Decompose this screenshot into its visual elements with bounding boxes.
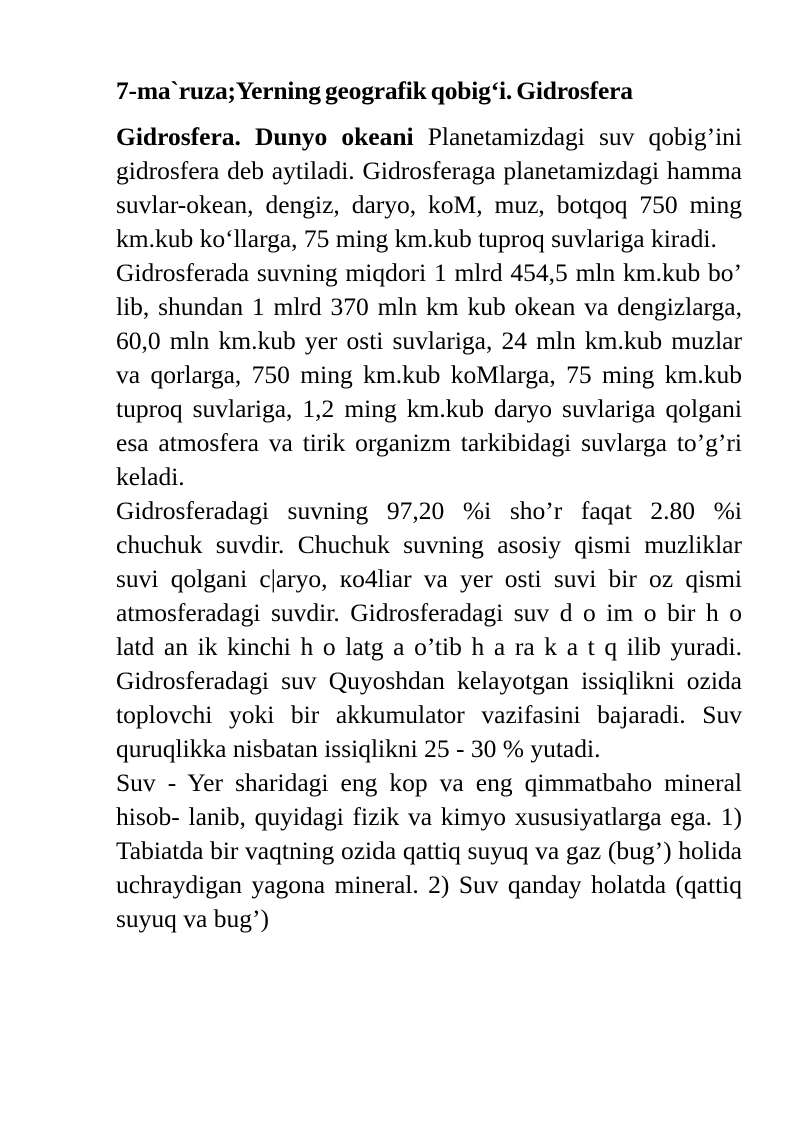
paragraph-water-properties: Suv - Yer sharidagi eng kop va eng qimmatbaho mineral hisob- lanib, quyidagi fizik va kimyo xususiyatlarga ega. 1) Tabiatda bir vaqtning ozida qattiq suyuq va gaz (bug’) holida uchraydigan yagona mineral. 2) Suv qanday holatda (qattiq suyuq va bug’) bbox=[116, 768, 742, 933]
lecture-title: 7-ma`ruza;Yerning geografik qobig‘i. Gidrosfera bbox=[116, 76, 633, 105]
section-heading: Gidrosfera. Dunyo okeani bbox=[116, 122, 414, 151]
paragraph-water-volume: Gidrosferada suvning miqdori 1 mlrd 454,5 mln km.kub bo’ lib, shundan 1 mlrd 370 mln km kub okean va dengizlarga, 60,0 mln km.kub yer osti suvlariga, 24 mln km.kub muzlar va qorlarga, 750 ming km.kub koMlarga, 75 ming km.kub tuproq suvlariga, 1,2 ming km.kub daryo suvlariga qolgani esa atmosfera va tirik organizm tarkibidagi suvlarga to’g’ri keladi. bbox=[116, 258, 742, 491]
paragraph-intro-text: Planetamizdagi suv qobig’ini gidrosfera deb aytiladi. Gidrosferaga planetamizdagi hamma suvlar-okean, dengiz, daryo, koM, muz, botqoq 750 ming km.kub ko‘llarga, 75 ming km.kub tuproq suvlariga kiradi. bbox=[116, 122, 742, 253]
paragraph-intro bbox=[116, 120, 742, 256]
paragraph-fresh-water: Gidrosferadagi suvning 97,20 %i sho’r faqat 2.80 %i chuchuk suvdir. Chuchuk suvning asosiy qismi muzliklar suvi qolgani c|aryo, кo4liar va yer osti suvi bir oz qismi atmosferadagi suvdir. Gidrosferadagi suv d o im o bir h o latd an ik kinchi h o latg a o’tib h a ra k a t q ilib yuradi. Gidrosferadagi suv Quyoshdan kelayotgan issiqlikni ozida toplovchi yoki bir akkumulator vazifasini bajaradi. Suv quruqlikka nisbatan issiqlikni 25 - 30 % yutadi. bbox=[116, 496, 742, 763]
document-page bbox=[116, 74, 742, 936]
